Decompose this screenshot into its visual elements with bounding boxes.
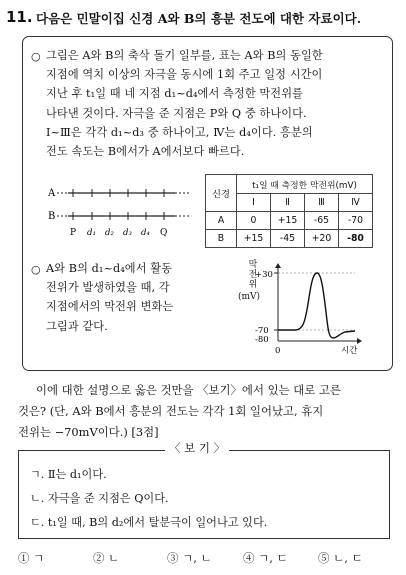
bogi-item: ㄷ. t₁일 때, B의 d₂에서 탈분극이 일어나고 있다. <box>30 516 268 529</box>
question-stem <box>18 380 341 443</box>
axon-figure <box>40 178 200 240</box>
tick-bottom-label: -80 <box>255 335 269 345</box>
table-cell: +20 <box>305 230 339 248</box>
table-corner-header: 신경 <box>206 175 237 212</box>
point-d4-label: d₄ <box>141 228 150 238</box>
potential-table <box>205 174 373 248</box>
point-d1-label: d₁ <box>87 228 96 238</box>
question-number: 11. <box>6 8 33 26</box>
paragraph-1-line: 그림은 A와 B의 축삭 돌기 일부를, 표는 A와 B의 동일한 <box>46 49 323 62</box>
table-group-header: t₁일 때 측정한 막전위(mV) <box>237 175 373 194</box>
table-cell: -80 <box>339 230 373 248</box>
table-cell: -70 <box>339 212 373 230</box>
paragraph-2-line: 지점에서의 막전위 변화는 <box>46 300 174 314</box>
bogi-item: ㄴ. 자극을 준 지점은 Q이다. <box>30 492 169 505</box>
table-column-header: Ⅱ <box>271 194 305 212</box>
table-column-header: Ⅰ <box>237 194 271 212</box>
choice-1[interactable]: ① ㄱ <box>18 551 45 565</box>
graph-y-label: 막 전 위 <box>248 260 258 290</box>
paragraph-1-line: Ⅰ~Ⅲ은 각각 d₁~d₃ 중 하나이고, Ⅳ는 d₄이다. 흥분의 <box>46 125 313 139</box>
table-cell: +15 <box>271 212 305 230</box>
paragraph-1 <box>46 46 323 161</box>
choice-3[interactable]: ③ ㄱ, ㄴ <box>167 551 212 565</box>
x-axis-label: 시간 <box>341 346 358 356</box>
table-cell: -65 <box>305 212 339 230</box>
paragraph-1-line: 지점에 역치 이상의 자극을 동시에 1회 주고 일정 시간이 <box>46 68 323 82</box>
table-column-header: Ⅳ <box>339 194 373 212</box>
table-row <box>206 230 373 248</box>
paragraph-1-line: 전도 속도는 B에서가 A에서보다 빠르다. <box>46 144 245 158</box>
point-p-label: P <box>70 228 77 238</box>
paragraph-2-line: 전위가 발생하였을 때, 각 <box>46 281 170 295</box>
bullet-1: ○ <box>31 50 41 63</box>
stem-line: 전위는 −70mV이다.) [3점] <box>18 425 159 439</box>
paragraph-2-line: 그림과 같다. <box>46 319 108 333</box>
paragraph-1-line: 나타낸 것이다. 자극을 준 지점은 P와 Q 중 하나이다. <box>46 106 307 120</box>
choice-5[interactable]: ⑤ ㄴ, ㄷ <box>318 551 363 565</box>
stem-line: 것은? (단, A와 B에서 흥분의 전도는 각각 1회 일어났고, 휴지 <box>18 404 324 418</box>
point-d3-label: d₃ <box>123 228 132 238</box>
choice-2[interactable]: ② ㄴ <box>93 551 120 565</box>
question-title: 다음은 민말이집 신경 A와 B의 흥분 전도에 대한 자료이다. <box>36 11 362 26</box>
bullet-2: ○ <box>31 263 41 276</box>
table-row-label: A <box>206 212 237 230</box>
table-cell: -45 <box>271 230 305 248</box>
table-row <box>206 212 373 230</box>
paragraph-2 <box>46 259 173 336</box>
x-origin-label: 0 <box>275 346 281 356</box>
x-axis-arrow <box>357 338 362 344</box>
table-cell: 0 <box>237 212 271 230</box>
bogi-title: 〈 보 기 〉 <box>165 440 229 456</box>
bogi-item: ㄱ. Ⅱ는 d₁이다. <box>30 468 107 481</box>
tick-top-label: +30 <box>255 270 273 280</box>
action-potential-curve <box>278 273 355 338</box>
neuron-a-label: A <box>48 188 56 199</box>
paragraph-1-line: 지난 후 t₁일 때 네 지점 d₁~d₄에서 측정한 막전위를 <box>46 87 304 101</box>
paragraph-2-line: A와 B의 d₁~d₄에서 활동 <box>46 262 173 275</box>
neuron-b-label: B <box>48 211 56 222</box>
y-axis-arrow <box>275 263 281 268</box>
table-row-label: B <box>206 230 237 248</box>
table-column-header: Ⅲ <box>305 194 339 212</box>
graph-y-unit: (mV) <box>238 292 261 302</box>
tick-mid-label: -70 <box>255 326 269 336</box>
table-cell: +15 <box>237 230 271 248</box>
potential-graph <box>255 262 367 362</box>
point-q-label: Q <box>160 228 168 238</box>
point-d2-label: d₂ <box>105 228 114 238</box>
choice-4[interactable]: ④ ㄱ, ㄷ <box>243 551 288 565</box>
stem-line: 이에 대한 설명으로 옳은 것만을 〈보기〉에서 있는 대로 고른 <box>36 383 341 397</box>
tick-marks <box>73 189 164 220</box>
